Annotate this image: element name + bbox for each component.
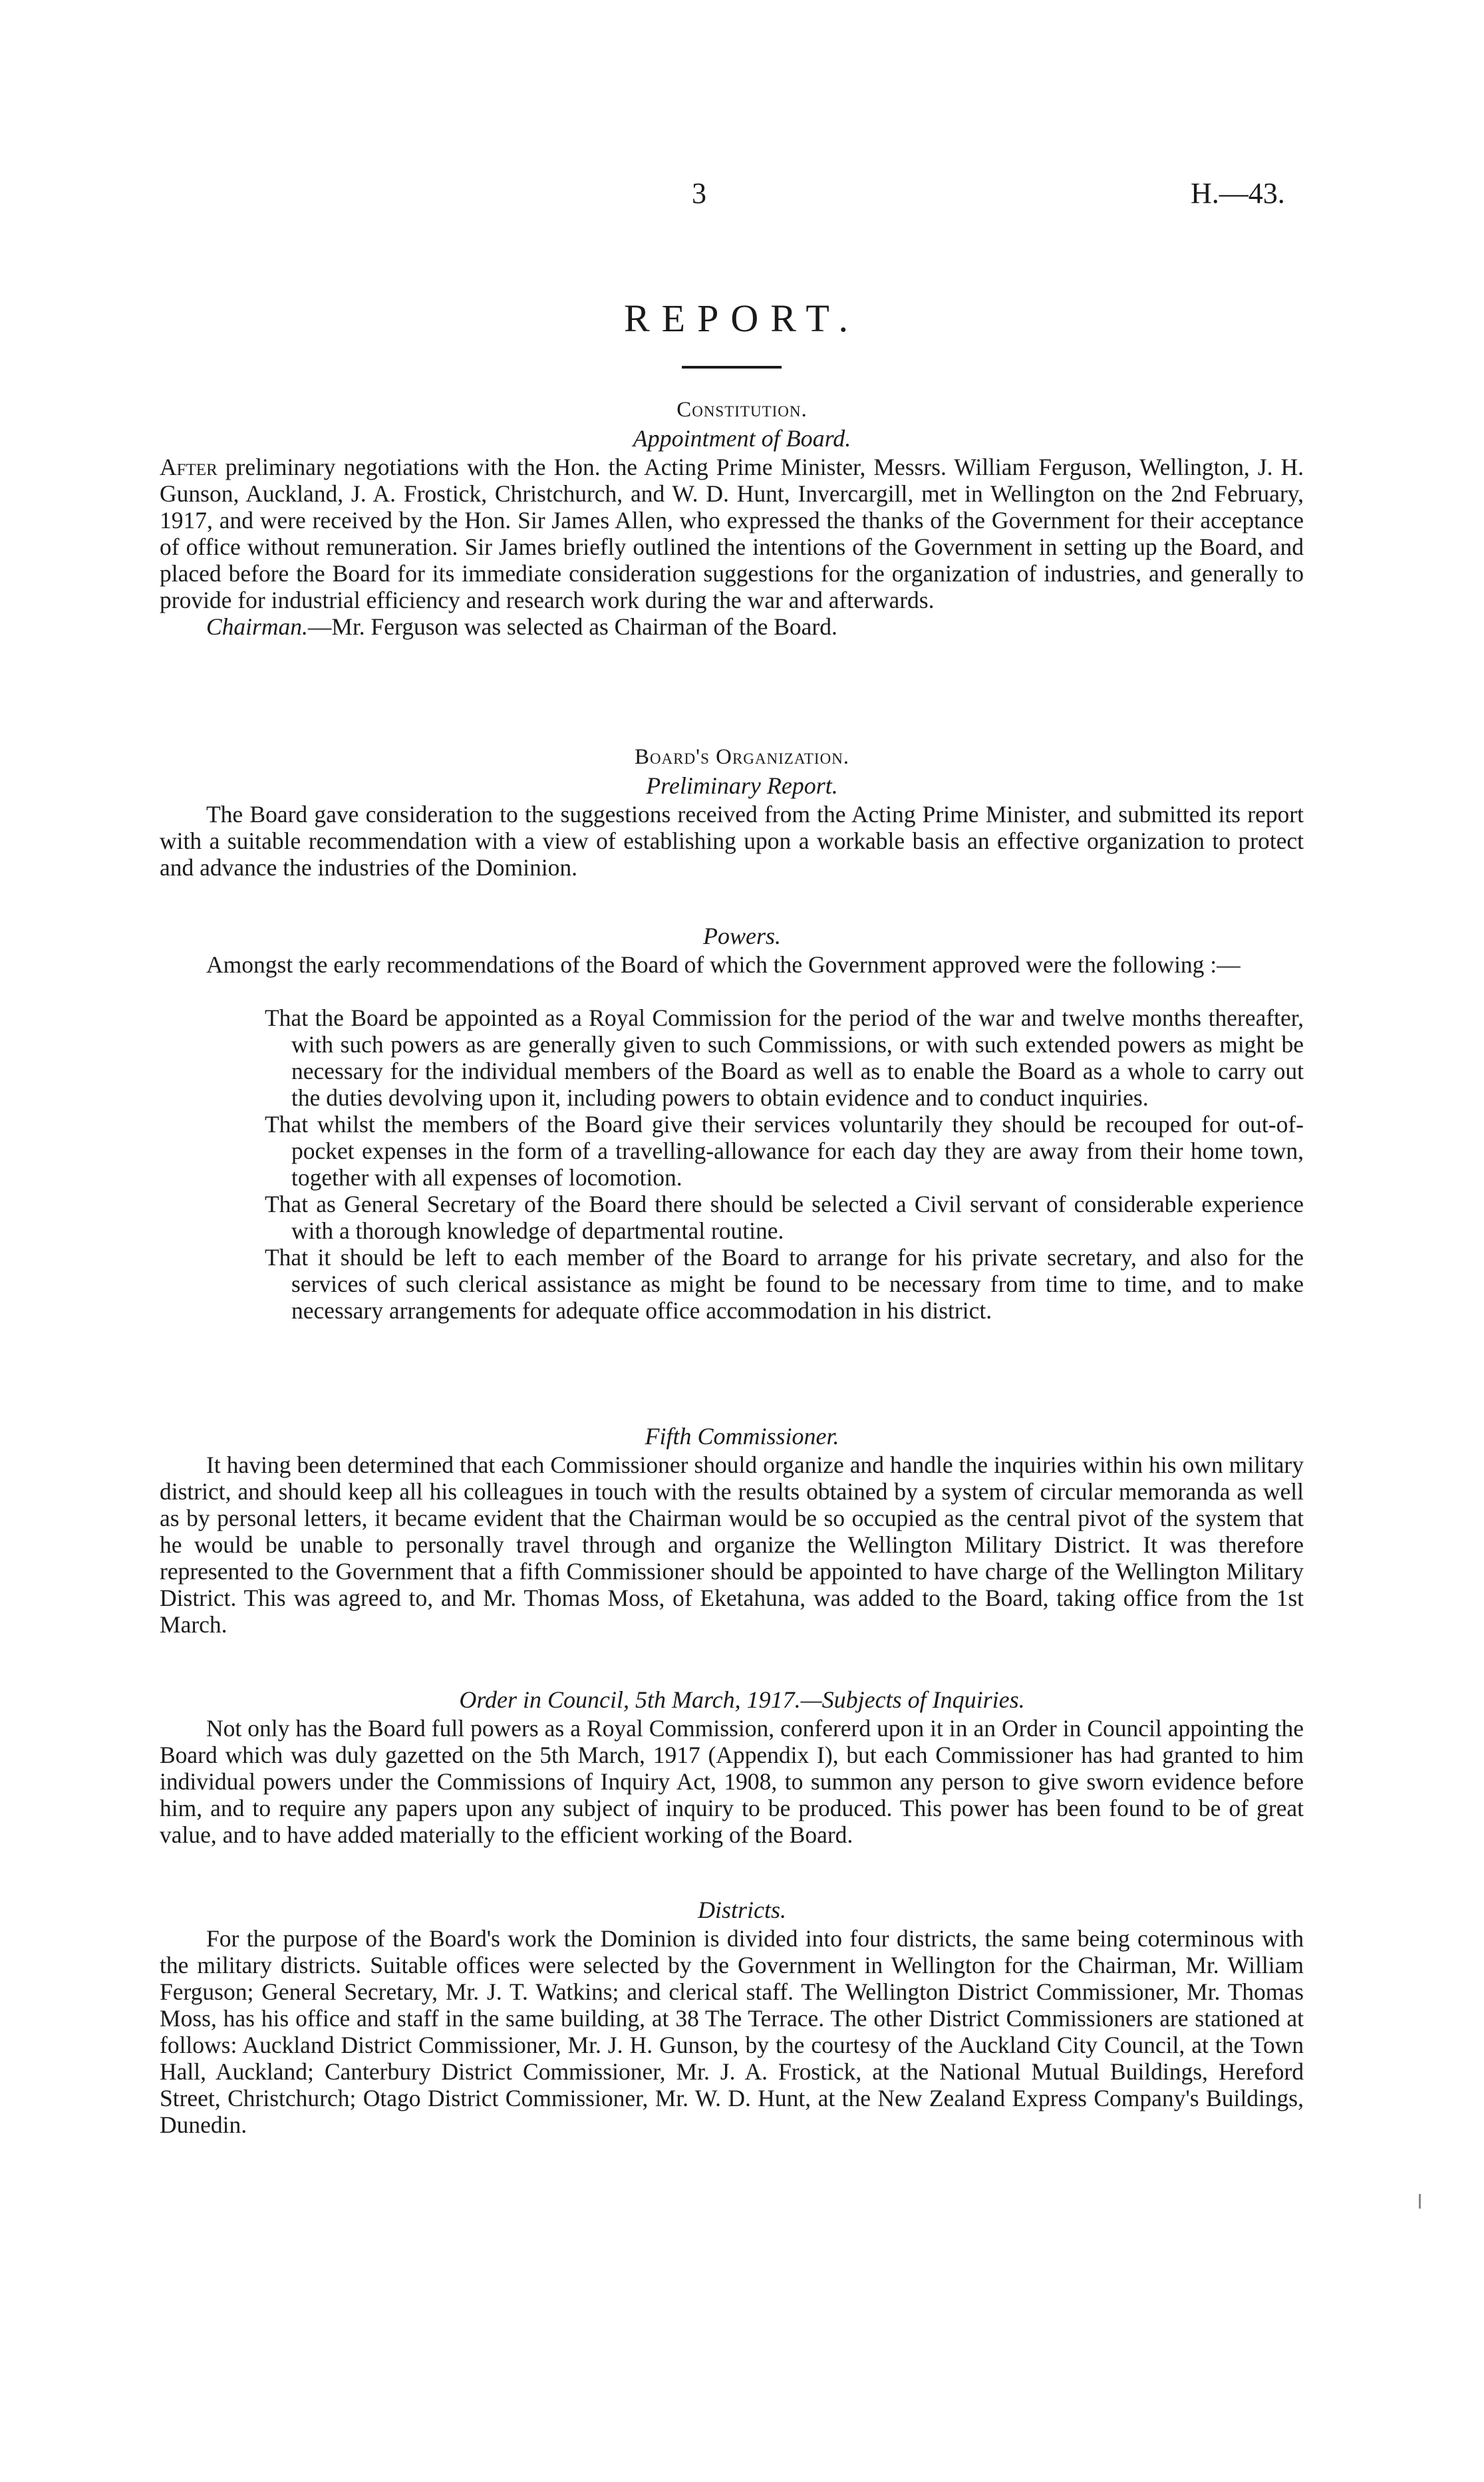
chairman-label: Chairman. — [206, 613, 308, 640]
preliminary-report-subheading: Preliminary Report. — [646, 772, 838, 799]
fifth-commissioner-subheading: Fifth Commissioner. — [645, 1423, 839, 1450]
margin-mark — [1419, 2194, 1421, 2209]
powers-item: That as General Secretary of the Board there should be selected a Civil servant of considerable experience with a thorough knowledge of departmental routine. — [265, 1191, 1304, 1244]
organization-paragraph: The Board gave consideration to the suggestions received from the Acting Prime Minister, and submitted its report with a suitable recommendation with a view of establishing upon a workable basis an effective organization to protect and advance the industries of the Dominion. — [160, 801, 1304, 881]
order-in-council-subheading: Order in Council, 5th March, 1917.—Subjects of Inquiries. — [459, 1686, 1025, 1713]
title-rule — [682, 366, 782, 369]
powers-intro: Amongst the early recommendations of the Board of which the Government approved were the following :— — [206, 951, 1241, 978]
powers-item: That it should be left to each member of the Board to arrange for his private secretary, and also for the services of such clerical assistance as might be found to be necessary from time to time, and to make necessary arrangements for adequate office accommodation in his district. — [265, 1244, 1304, 1324]
document-reference: H.—43. — [1191, 177, 1285, 210]
constitution-heading: Constitution. — [676, 398, 808, 422]
powers-intro-section — [160, 951, 1304, 978]
page-number: 3 — [692, 177, 706, 210]
districts-section — [160, 1925, 1304, 2138]
powers-item: That the Board be appointed as a Royal Commission for the period of the war and twelve months thereafter, with such powers as are generally given to such Commissions, or with such extended powers as might be necessary for the individual members of the Board as well as to enable the Board as a whole to carry out the duties devolving upon it, including powers to obtain evidence and to conduct inquiries. — [265, 1005, 1304, 1111]
chairman-paragraph: Chairman.—Mr. Ferguson was selected as Chairman of the Board. — [206, 613, 837, 640]
organization-heading: Board's Organization. — [634, 745, 850, 769]
powers-subheading: Powers. — [703, 923, 781, 949]
fifth-commissioner-section — [160, 1452, 1304, 1638]
districts-paragraph: For the purpose of the Board's work the Dominion is divided into four districts, the same being coterminous with the military districts. Suitable offices were selected by the Government in Wellington for the Chairman, Mr. William Ferguson; General Secretary, Mr. J. T. Watkins; and clerical staff. The Wellington District Commissioner, Mr. Thomas Moss, has his office and staff in the same building, at 38 The Terrace. The other District Commissioners are stationed at follows: Auckland District Commissioner, Mr. J. H. Gunson, by the courtesy of the Auckland City Council, at the Town Hall, Auckland; Canterbury District Commissioner, Mr. J. A. Frostick, at the National Mutual Buildings, Hereford Street, Christchurch; Otago District Commissioner, Mr. W. D. Hunt, at the New Zealand Express Company's Buildings, Dunedin. — [160, 1925, 1304, 2138]
powers-list — [265, 1005, 1304, 1324]
fifth-commissioner-paragraph: It having been determined that each Commissioner should organize and handle the inquiries within his own military district, and should keep all his colleagues in touch with the results obtained by a system of circular memoranda as well as by personal letters, it became evident that the Chairman would be so occupied as the central pivot of the system that he would be unable to personally travel through and organize the Wellington Military District. It was therefore represented to the Government that a fifth Commissioner should be appointed to have charge of the Wellington Military District. This was agreed to, and Mr. Thomas Moss, of Eketahuna, was added to the Board, taking office from the 1st March. — [160, 1452, 1304, 1638]
order-in-council-paragraph: Not only has the Board full powers as a Royal Commission, confererd upon it in an Order in Council appointing the Board which was duly gazetted on the 5th March, 1917 (Appendix I), but each Commissioner has had granted to him individual powers under the Commissions of Inquiry Act, 1908, to summon any person to give sworn evidence before him, and to require any papers upon any subject of inquiry to be produced. This power has been found to be of great value, and to have added materially to the efficient working of the Board. — [160, 1715, 1304, 1848]
constitution-paragraph: After preliminary negotiations with the Hon. the Acting Prime Minister, Messrs. William Ferguson, Wellington, J. H. Gunson, Auckland, J. A. Frostick, Christchurch, and W. D. Hunt, Invercargill, met in Wellington on the 2nd February, 1917, and were received by the Hon. Sir James Allen, who expressed the thanks of the Government for their acceptance of office without remuneration. Sir James briefly outlined the intentions of the Government in setting up the Board, and placed before the Board for its immediate consideration suggestions for the organization of industries, and generally to provide for industrial efficiency and research work during the war and afterwards. — [160, 454, 1304, 613]
appointment-subheading: Appointment of Board. — [633, 425, 851, 452]
order-in-council-section — [160, 1715, 1304, 1848]
districts-subheading: Districts. — [697, 1897, 786, 1923]
powers-item: That whilst the members of the Board give their services voluntarily they should be recouped for out-of-pocket expenses in the form of a travelling-allowance for each day they are away from their home town, together with all expenses of locomotion. — [265, 1111, 1304, 1191]
constitution-section — [160, 454, 1304, 640]
organization-section — [160, 801, 1304, 881]
lead-word: After — [160, 454, 218, 480]
report-title: REPORT. — [623, 297, 861, 340]
